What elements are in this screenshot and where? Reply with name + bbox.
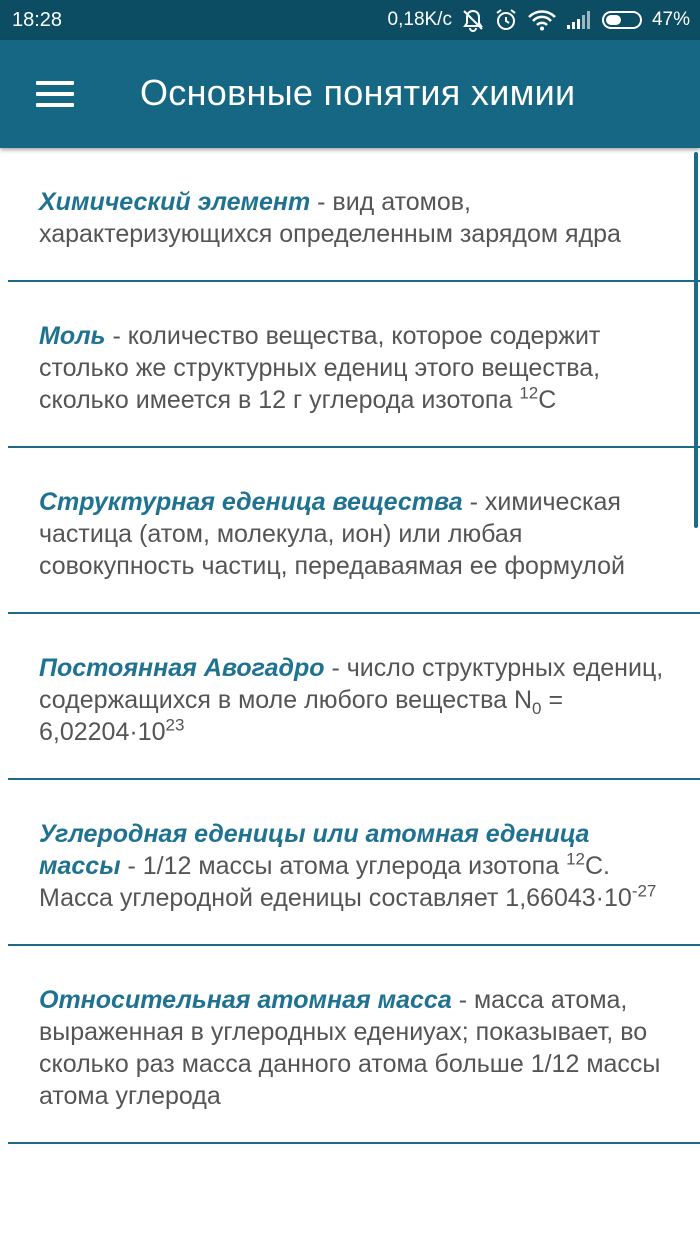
term-label: Моль	[39, 322, 106, 350]
definition-text: - вид атомов, характеризующихся определенным зарядом ядра	[39, 188, 621, 248]
definitions-list[interactable]	[0, 148, 700, 1244]
superscript: 23	[165, 715, 185, 735]
superscript: -27	[631, 881, 657, 901]
superscript: 12	[519, 383, 539, 403]
definition-text: - 1/12 массы атома углерода изотопа	[120, 852, 567, 880]
definition-text: - количество вещества, которое содержит столько же структурных едениц этого вещества, сколько имеется в 12 г углерода изотопа	[39, 322, 601, 414]
list-item[interactable]	[8, 282, 700, 448]
term-label: Относительная атомная масса	[39, 986, 452, 1014]
list-item[interactable]	[8, 780, 700, 946]
battery-percent: 47%	[651, 9, 690, 30]
list-item[interactable]	[8, 946, 700, 1144]
definition-mid: C. Масса углеродной еденицы составляет 1,66043·10	[39, 852, 632, 912]
scrollbar[interactable]	[694, 152, 698, 528]
mute-bell-icon	[462, 8, 484, 32]
page-title: Основные понятия химии	[140, 72, 576, 113]
definition-text: - число структурных едениц, содержащихся в моле любого вещества N	[39, 654, 664, 714]
alarm-icon	[494, 8, 518, 32]
status-time: 18:28	[12, 9, 63, 31]
list-item[interactable]	[8, 614, 700, 780]
status-bar	[0, 0, 700, 40]
wifi-icon	[528, 9, 556, 31]
definition-text: - химическая частица (атом, молекула, ион) или любая совокупность частиц, передаваямая ее формулой	[39, 488, 626, 580]
list-item[interactable]	[8, 448, 700, 614]
battery-icon	[602, 11, 642, 29]
definition-mid: = 6,02204·10	[39, 686, 564, 746]
hamburger-menu-icon[interactable]	[28, 70, 80, 118]
network-speed: 0,18K/c	[387, 9, 452, 30]
status-icons	[388, 0, 690, 40]
app-bar	[0, 40, 700, 148]
signal-icon	[566, 10, 592, 30]
term-label: Химический элемент	[39, 188, 311, 216]
term-label: Постоянная Авогадро	[39, 654, 325, 682]
term-label: Углеродная еденицы или атомная еденица массы	[39, 820, 590, 880]
definition-tail: C	[538, 386, 557, 414]
definition-text: - масса атома, выраженная в углеродных едениуах; показывает, во сколько раз масса данного атома больше 1/12 массы атома углерода	[39, 986, 661, 1110]
term-label: Структурная еденица вещества	[39, 488, 463, 516]
subscript: 0	[532, 699, 542, 718]
list-item[interactable]	[8, 148, 700, 282]
superscript: 12	[566, 849, 585, 869]
